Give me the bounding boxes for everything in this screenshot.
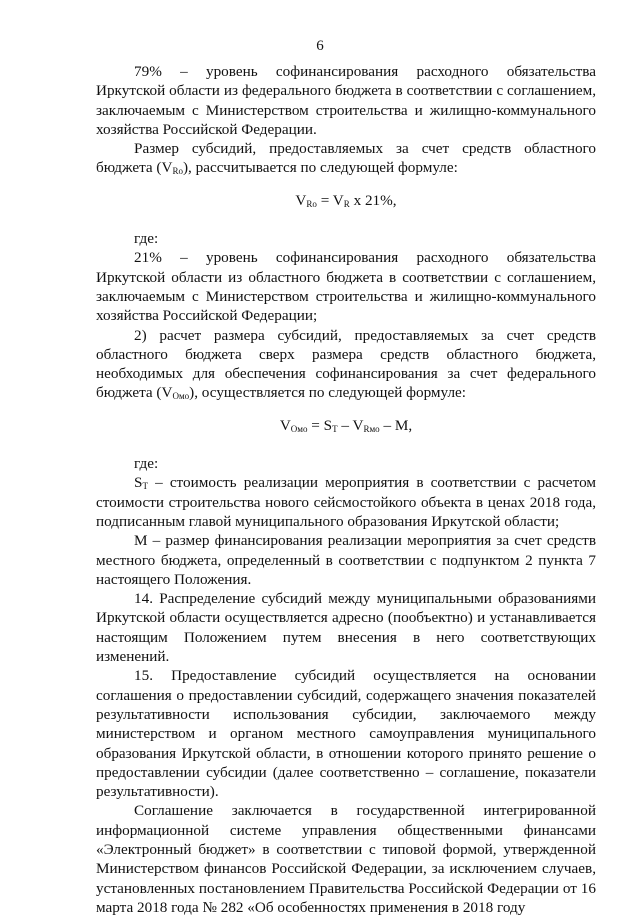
- paragraph-cofinancing-federal: 79% – уровень софинансирования расходного обязательства Иркутской области из федерального бюджета в соответствии с соглашением, заключаемым с Министерством строительства и жилищно-коммунального хозяйства Российской Федерации.: [96, 63, 596, 138]
- page-number: 6: [316, 38, 324, 54]
- paragraph-m-definition: М – размер финансирования реализации мероприятия за счет средств местного бюджета, определенный в соответствии с подпунктом 2 пункта 7 настоящего Положения.: [96, 532, 596, 588]
- paragraph-calc-over: [96, 326, 596, 403]
- paragraph-st-s: S: [134, 474, 143, 492]
- paragraph-item-14: 14. Распределение субсидий между муниципальными образованиями Иркутской области осуществляется адресно (пообъектно) и устанавливается настоящим Положением путем внесения в него соответствующих изменений.: [96, 590, 596, 666]
- formula-regional-v-sub: Ro: [306, 198, 317, 209]
- paragraph-cofinancing-regional: 21% – уровень софинансирования расходного обязательства Иркутской области из областного бюджета в соответствии с соглашением, заключаемым с Министерством строительства и жилищно-коммунального хозяйства Российской Федерации;: [96, 249, 596, 325]
- formula-municipal-tail: – M,: [379, 416, 413, 434]
- document-body: [96, 62, 596, 917]
- paragraph-item-15: 15. Предоставление субсидий осуществляется на основании соглашения о предоставлении субсидий, содержащего значения показателей результативности использования субсидии, заключаемого между министерством и органом местного самоуправления муниципального образования Иркутской области, в отношении которого принято решение о предоставлении субсидии (далее соответственно – соглашение, показатели результативности).: [96, 667, 596, 801]
- paragraph-agreement: Соглашение заключается в государственной интегрированной информационной системе управления общественными финансами «Электронный бюджет» в соответствии с типовой формой, утвержденной Министерством финансов Российской Федерации, за исключением случаев, установленных постановлением Правительства Российской Федерации от 16 марта 2018 года № 282 «Об особенностях применения в 2018 году: [96, 802, 596, 916]
- paragraph-subsidy-size-text-a: Размер субсидий, предоставляемых за счет средств областного бюджета (V: [96, 140, 596, 177]
- paragraph-subsidy-size: [96, 139, 596, 178]
- formula-regional-tail: x 21%,: [349, 191, 397, 209]
- formula-municipal-r-sub: Rмо: [363, 423, 380, 434]
- paragraph-calc-over-text-a: 2) расчет размера субсидий, предоставляемых за счет средств областного бюджета сверх размера средств областного бюджета, необходимых для обеспечения софинансирования за счет федерального бюджета (V: [96, 326, 596, 402]
- paragraph-st-text: – стоимость реализации мероприятия в соответствии с расчетом стоимости строительства нового сейсмостойкого объекта в ценах 2018 года, подписанным главой муниципального образования Иркутской области;: [96, 474, 596, 530]
- paragraph-st-definition: [96, 473, 596, 531]
- formula-municipal-minus: – V: [337, 416, 364, 434]
- formula-regional-v: V: [295, 191, 307, 209]
- formula-regional-eq: = V: [316, 191, 344, 209]
- formula-regional: [96, 191, 596, 210]
- formula-municipal: [96, 416, 596, 435]
- formula-municipal-s-sub: T: [332, 423, 338, 434]
- subscript-t: T: [142, 481, 148, 492]
- subscript-omo: Омо: [172, 391, 190, 402]
- subscript-ro: Ro: [172, 166, 183, 177]
- paragraph-calc-over-text-b: ), осуществляется по следующей формуле:: [189, 384, 467, 402]
- formula-municipal-v: V: [279, 416, 291, 434]
- where-label-2: где:: [134, 455, 159, 473]
- paragraph-subsidy-size-text-b: ), рассчитывается по следующей формуле:: [182, 159, 458, 177]
- formula-regional-r-sub: R: [343, 198, 350, 209]
- where-label-1: где:: [134, 230, 159, 248]
- formula-municipal-v-sub: Омо: [290, 423, 308, 434]
- formula-municipal-eq: = S: [307, 416, 333, 434]
